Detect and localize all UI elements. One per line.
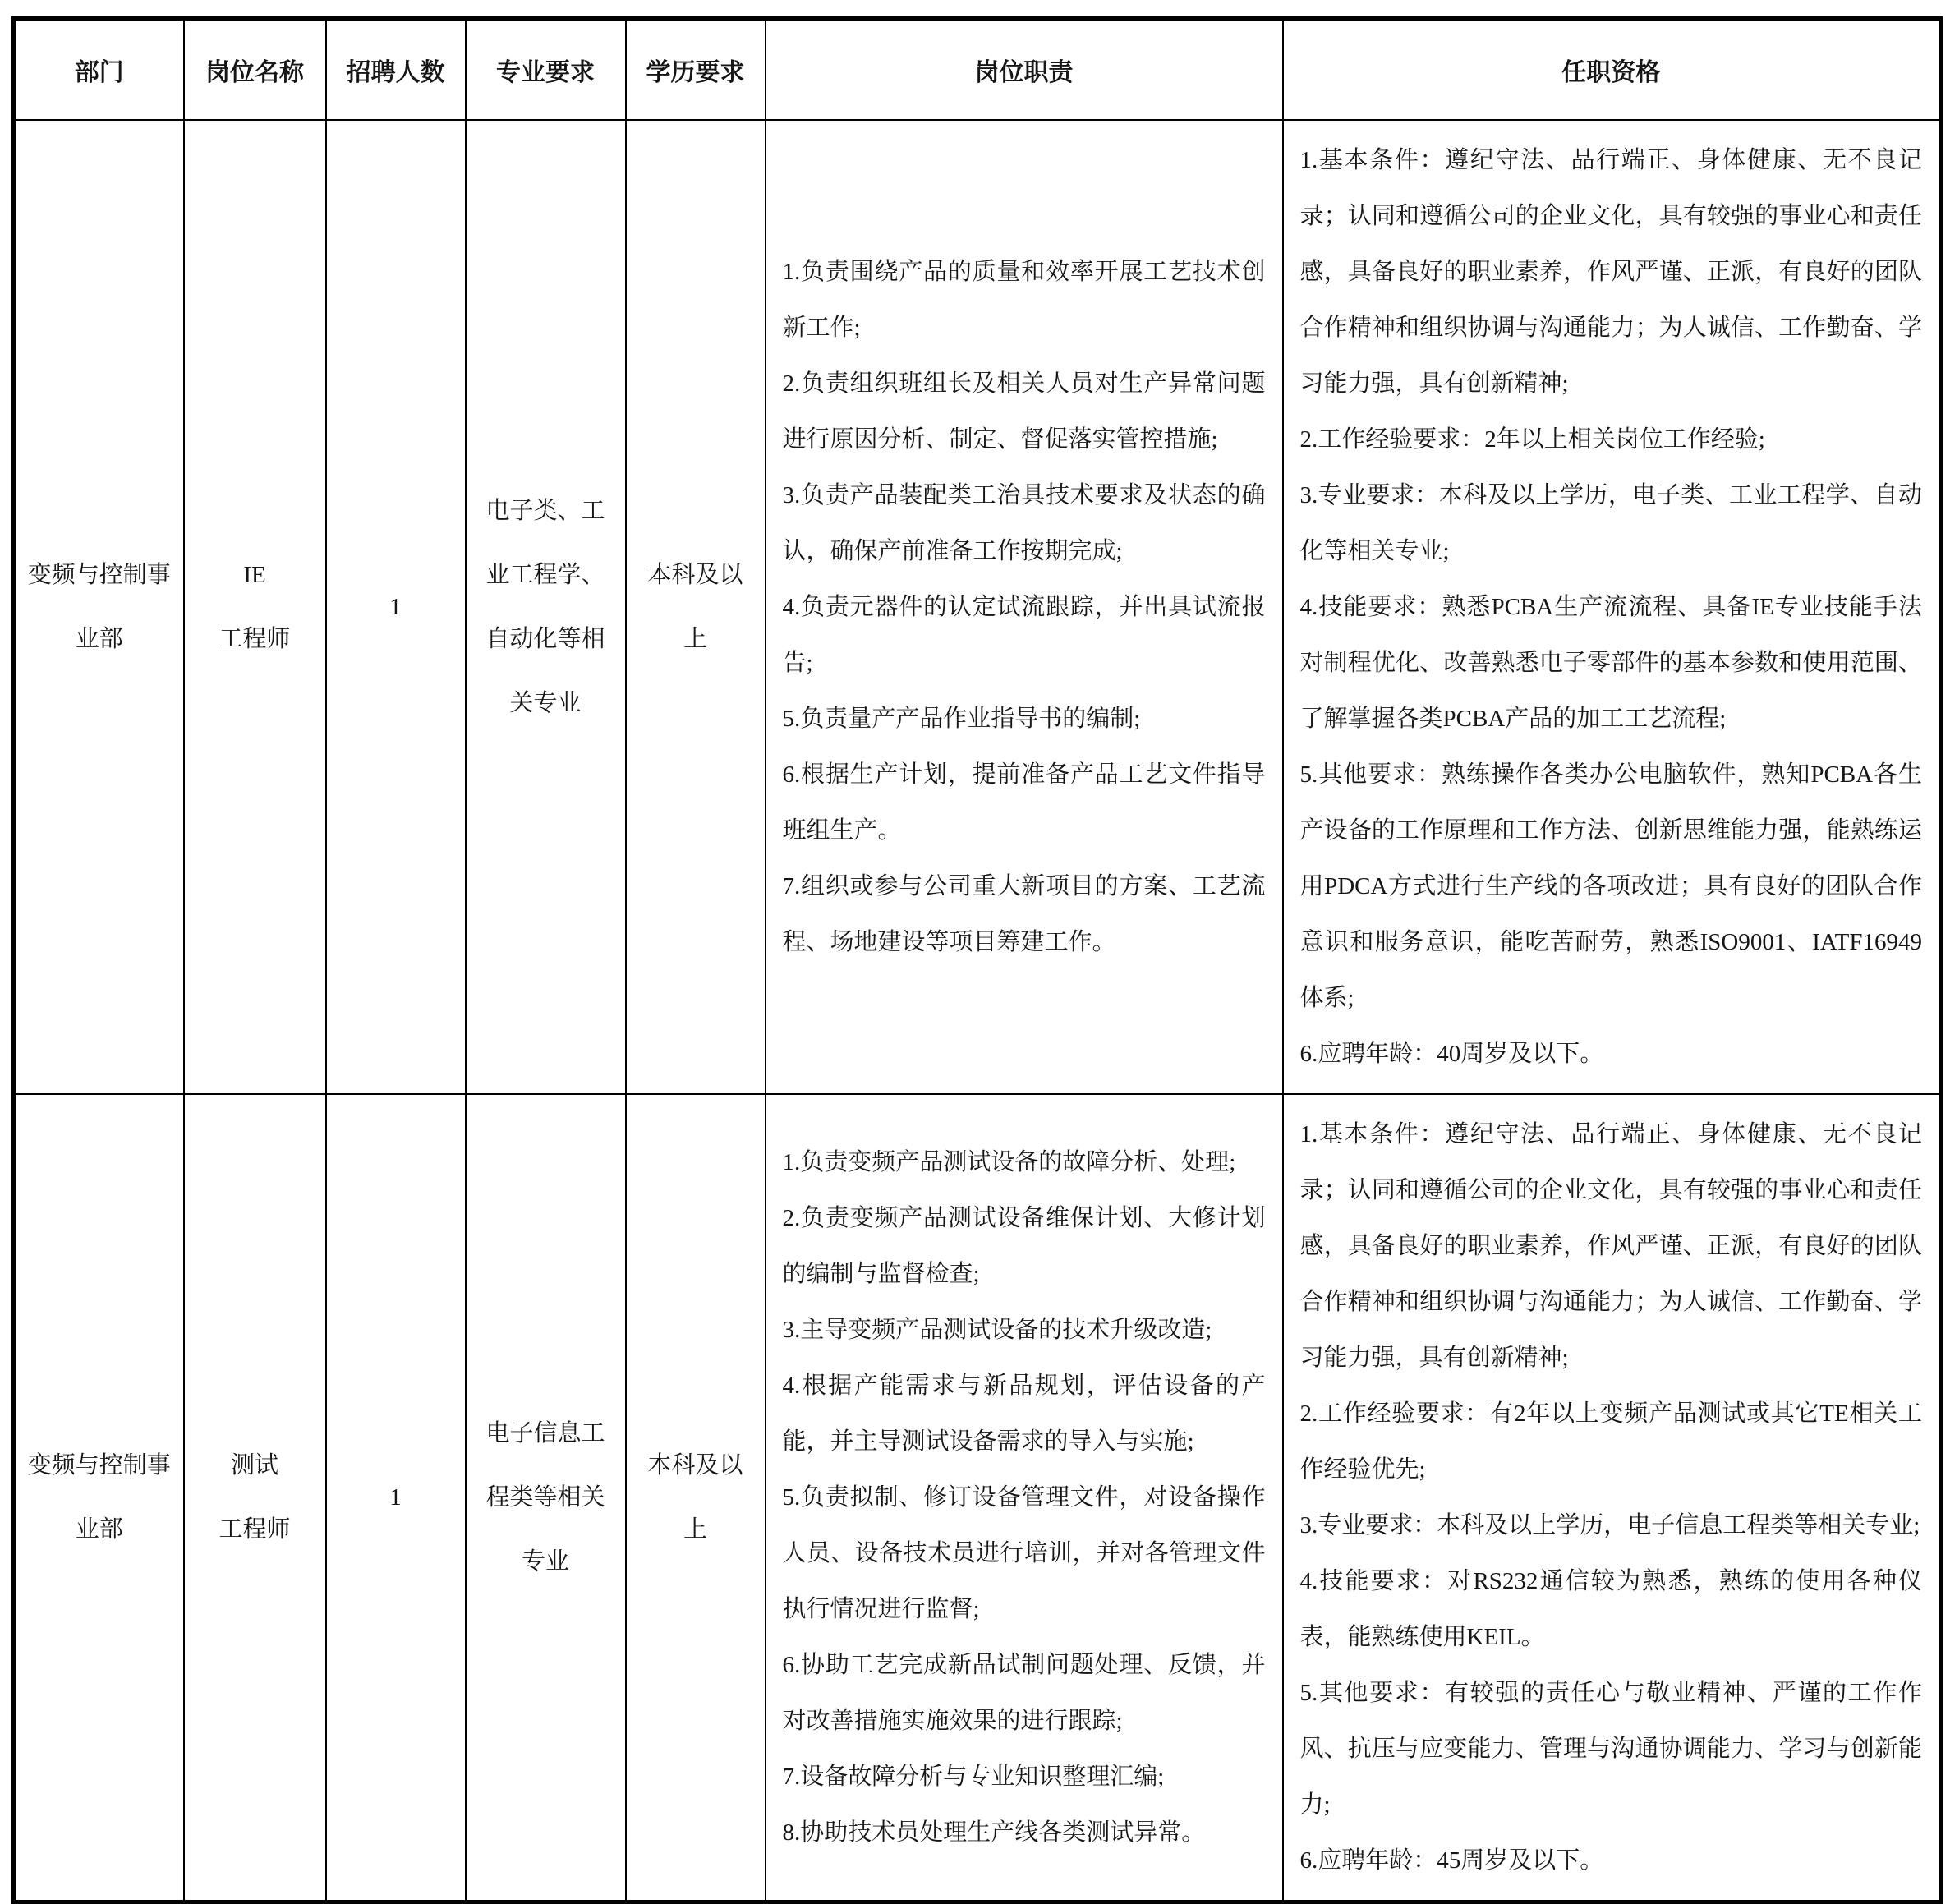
education-cell: 本科及以上 xyxy=(626,120,766,1094)
major-cell: 电子类、工业工程学、自动化等相关专业 xyxy=(466,120,626,1094)
table-row-ie-engineer xyxy=(14,120,1941,1094)
qualification-item: 4.技能要求：熟悉PCBA生产流流程、具备IE专业技能手法对制程优化、改善熟悉电子零部件的基本参数和使用范围、了解掌握各类PCBA产品的加工工艺流程; xyxy=(1299,594,1922,732)
major-cell: 电子信息工程类等相关专业 xyxy=(466,1094,626,1902)
headcount-cell: 1 xyxy=(326,120,466,1094)
qualifications-cell xyxy=(1283,1094,1941,1902)
table-row-test-engineer xyxy=(14,1094,1941,1902)
responsibility-item: 1.负责变频产品测试设备的故障分析、处理; xyxy=(782,1149,1236,1175)
col-header-major: 专业要求 xyxy=(466,19,626,121)
responsibility-item: 4.根据产能需求与新品规划，评估设备的产能，并主导测试设备需求的导入与实施; xyxy=(782,1373,1266,1455)
qualification-item: 6.应聘年龄：40周岁及以下。 xyxy=(1299,1041,1604,1067)
education-cell: 本科及以上 xyxy=(626,1094,766,1902)
responsibility-item: 2.负责组织班组长及相关人员对生产异常问题进行原因分析、制定、督促落实管控措施; xyxy=(782,370,1266,453)
col-header-department: 部门 xyxy=(14,19,184,121)
responsibility-item: 3.负责产品装配类工治具技术要求及状态的确认，确保产前准备工作按期完成; xyxy=(782,482,1266,564)
header-row xyxy=(14,19,1941,121)
qualification-item: 3.专业要求：本科及以上学历，电子信息工程类等相关专业; xyxy=(1299,1512,1920,1538)
responsibility-item: 8.协助技术员处理生产线各类测试异常。 xyxy=(782,1819,1206,1846)
responsibility-item: 2.负责变频产品测试设备维保计划、大修计划的编制与监督检查; xyxy=(782,1205,1266,1287)
col-header-headcount: 招聘人数 xyxy=(326,19,466,121)
qualification-item: 2.工作经验要求：2年以上相关岗位工作经验; xyxy=(1299,426,1765,453)
responsibility-item: 6.协助工艺完成新品试制问题处理、反馈，并对改善措施实施效果的进行跟踪; xyxy=(782,1652,1266,1734)
responsibilities-cell xyxy=(766,120,1283,1094)
headcount-cell: 1 xyxy=(326,1094,466,1902)
col-header-responsibilities: 岗位职责 xyxy=(766,19,1283,121)
qualification-item: 5.其他要求：熟练操作各类办公电脑软件，熟知PCBA各生产设备的工作原理和工作方法、创新思维能力强，能熟练运用PDCA方式进行生产线的各项改进；具有良好的团队合作意识和服务意识，能吃苦耐劳，熟悉ISO9001、IATF16949体系; xyxy=(1299,761,1922,1011)
responsibility-item: 5.负责拟制、修订设备管理文件，对设备操作人员、设备技术员进行培训，并对各管理文件执行情况进行监督; xyxy=(782,1484,1266,1622)
qualification-item: 5.其他要求：有较强的责任心与敬业精神、严谨的工作作风、抗压与应变能力、管理与沟通协调能力、学习与创新能力; xyxy=(1299,1680,1922,1818)
position-line: IE xyxy=(243,562,266,588)
qualification-item: 2.工作经验要求：有2年以上变频产品测试或其它TE相关工作经验优先; xyxy=(1299,1400,1922,1483)
qualification-item: 4.技能要求：对RS232通信较为熟悉，熟练的使用各种仪表，能熟练使用KEIL。 xyxy=(1299,1568,1922,1650)
qualification-item: 1.基本条件：遵纪守法、品行端正、身体健康、无不良记录；认同和遵循公司的企业文化，具有较强的事业心和责任感，具备良好的职业素养，作风严谨、正派，有良好的团队合作精神和组织协调与沟通能力；为人诚信、工作勤奋、学习能力强，具有创新精神; xyxy=(1299,147,1922,397)
responsibility-item: 5.负责量产产品作业指导书的编制; xyxy=(782,706,1141,732)
responsibility-item: 7.组织或参与公司重大新项目的方案、工艺流程、场地建设等项目筹建工作。 xyxy=(782,873,1266,955)
responsibility-item: 4.负责元器件的认定试流跟踪，并出具试流报告; xyxy=(782,594,1266,676)
responsibility-item: 1.负责围绕产品的质量和效率开展工艺技术创新工作; xyxy=(782,259,1266,341)
col-header-position: 岗位名称 xyxy=(184,19,326,121)
position-line: 测试 xyxy=(230,1452,278,1479)
qualification-item: 1.基本条件：遵纪守法、品行端正、身体健康、无不良记录；认同和遵循公司的企业文化，具有较强的事业心和责任感，具备良好的职业素养，作风严谨、正派，有良好的团队合作精神和组织协调与沟通能力；为人诚信、工作勤奋、学习能力强，具有创新精神; xyxy=(1299,1121,1922,1371)
position-cell xyxy=(184,120,326,1094)
col-header-education: 学历要求 xyxy=(626,19,766,121)
col-header-qualifications: 任职资格 xyxy=(1283,19,1941,121)
position-line: 工程师 xyxy=(218,1516,291,1543)
position-cell xyxy=(184,1094,326,1902)
responsibility-item: 3.主导变频产品测试设备的技术升级改造; xyxy=(782,1317,1212,1343)
responsibility-item: 6.根据生产计划，提前准备产品工艺文件指导班组生产。 xyxy=(782,761,1266,844)
department-cell: 变频与控制事业部 xyxy=(14,120,184,1094)
qualification-item: 6.应聘年龄：45周岁及以下。 xyxy=(1299,1847,1604,1874)
responsibilities-cell xyxy=(766,1094,1283,1902)
qualifications-cell xyxy=(1283,120,1941,1094)
department-cell: 变频与控制事业部 xyxy=(14,1094,184,1902)
position-line: 工程师 xyxy=(218,626,291,652)
qualification-item: 3.专业要求：本科及以上学历，电子类、工业工程学、自动化等相关专业; xyxy=(1299,482,1922,564)
responsibility-item: 7.设备故障分析与专业知识整理汇编; xyxy=(782,1764,1165,1790)
job-positions-table xyxy=(11,16,1943,1904)
